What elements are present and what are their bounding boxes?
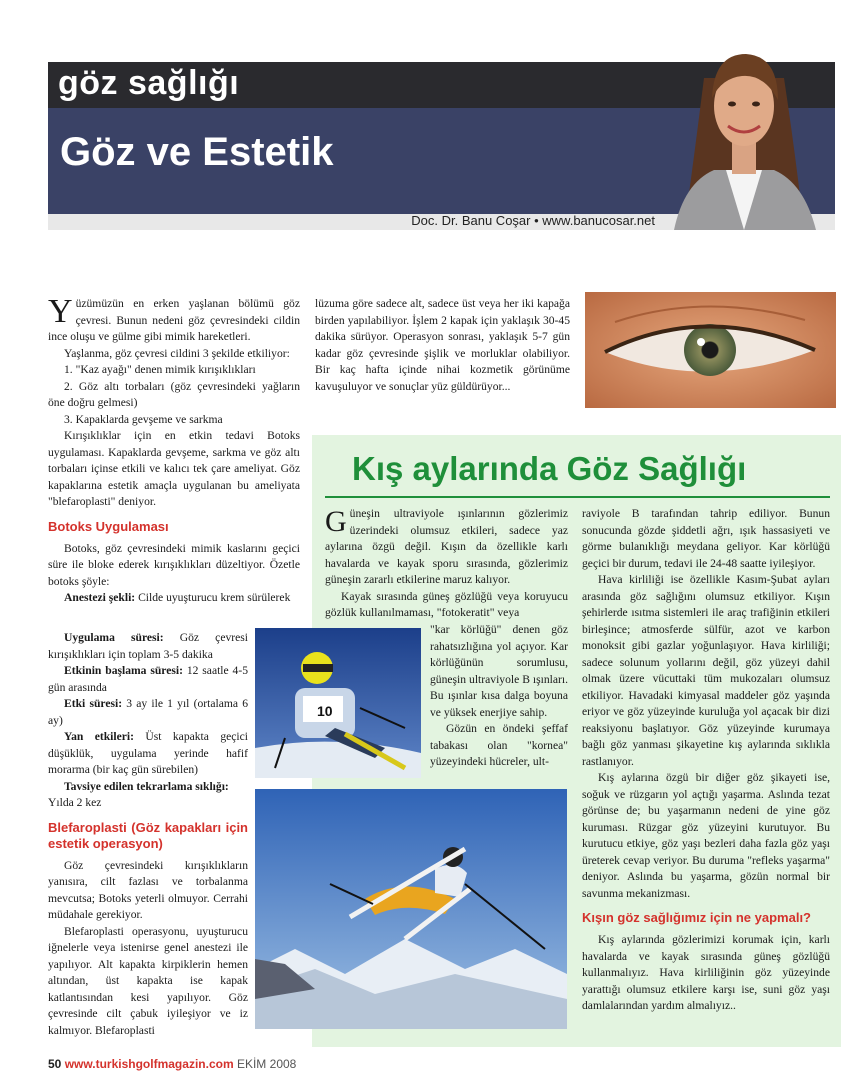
paragraph: üneşin ultraviyole ışınlarının gözlerimiz üzerindeki olumsuz etkileri, sadece yaz aylarına özgü değil. Kışın da özellikle karlı havalarda ve kayak sporu sırasında, gözlerimiz güneşin zararlı etkilerine maruz kalıyor.: [325, 507, 568, 586]
intro-paragraph: üzümüzün en erken yaşlanan bölümü göz çevresi. Bunun nedeni göz çevresindeki cildin ince oluşu ve gülme gibi mimik hareketleri.: [48, 297, 300, 343]
box-column-b: [582, 506, 830, 1015]
paragraph: Yaşlanma, göz çevresi cildini 3 şekilde etkiliyor:: [64, 346, 290, 360]
divider: [325, 496, 830, 498]
page-footer: [48, 1057, 296, 1071]
page-number: 50: [48, 1057, 62, 1071]
column-2-top: [315, 296, 570, 395]
paragraph: Botoks, göz çevresindeki mimik kaslarını geçici süre ile bloke ederek kırışıklıkları düzeltiyor. Özetle botoks şöyle:: [48, 541, 300, 588]
paragraph: Kırışıklıklar için en etkin tedavi Botoks uygulaması. Kapaklarda gevşeme, sarkma ve göz altı torbaları içinse etkili ve kalıcı tek çare ameliyat. Göz kapaklarına estetik amaçla uygulanan bu ameliyata "blefaroplasti" deniyor.: [48, 429, 300, 508]
blefaroplasti-heading: Blefaroplasti (Göz kapakları için estetik operasyon): [48, 819, 248, 851]
term-label: Uygulama süresi:: [64, 631, 164, 644]
term-text: Göz çevresi kırışıklıkları için toplam 3-5 dakika: [48, 631, 248, 661]
list-item: 2. Göz altı torbaları (göz çevresindeki yağların öne doğru gelmesi): [48, 379, 300, 409]
list-item: 1. "Kaz ayağı" denen mimik kırışıklıkları: [64, 363, 256, 376]
box-column-a: [325, 506, 568, 622]
bib-number: 10: [317, 703, 333, 719]
term-text: Üst kapakta geçici düşüklük, uygulama yerinde hafif morarma (bir kaç gün sürebilen): [48, 730, 248, 776]
list-item: 3. Kapaklarda gevşeme ve sarkma: [64, 412, 223, 426]
box-column-a-narrow: [430, 622, 568, 771]
term-text: 3 ay ile 1 yıl (ortalama 6 ay): [48, 697, 248, 727]
author-credit: Doc. Dr. Banu Coşar • www.banucosar.net: [411, 213, 655, 228]
term-text: Yılda 2 kez: [48, 796, 102, 809]
box-subheading: Kışın göz sağlığımız için ne yapmalı?: [582, 910, 811, 925]
skier-photo-2: [255, 789, 567, 1029]
drop-cap: G: [325, 505, 347, 538]
term-label: Yan etkileri:: [64, 730, 134, 743]
paragraph: Göz çevresindeki kırışıklıkların yanısıra, cilt fazlası ve torbalanma mevcutsa; Botoks yeterli olmuyor. Cerrahi müdahale gerekiyor.: [48, 858, 248, 921]
eye-photo: [585, 292, 836, 408]
skier-photo-1: [255, 628, 421, 778]
paragraph: Kış aylarında gözlerimizi korumak için, karlı havalarda ve kayak sırasında güneş gözlüğü kullanmalıyız. Hava kirliliğinin göz yüzeyinde yarattığı olumsuz etkilere karşı ise, suni göz yaşı damlalarından yardım almalıyız..: [582, 933, 830, 1012]
column-1: [48, 293, 300, 607]
paragraph: Hava kirliliği ise özellikle Kasım-Şubat ayları arasında göz sağlığını olumsuz etkiliyor. Kışın şehirlerde ısıtma sistemleri ile araç trafiğinin etkileri birleşince; atmosferde sülfür, azot ve karbon monoksit gibi gazlar yoğunlaşıyor. Hava kirliliği; sadece solunum yollarını değil, göz yüzeyi dahil olmak üzere vücuttaki tüm mukozaları olumsuz etkiliyor. Havadaki kimyasal maddeler göz yaşında eriyor ve göz yüzeyinde kuruluğa yol açacak bir dizi reaksiyonu başlatıyor. Göz yüzeyinde kurumaya bağlı göz yanması şikayetine kış aylarında sıklıkla rastlanıyor.: [582, 573, 830, 768]
term-label: Anestezi şekli:: [64, 591, 136, 604]
box-title: Kış aylarında Göz Sağlığı: [352, 450, 747, 487]
author-portrait: [664, 18, 824, 230]
paragraph: raviyole B tarafından tahrip ediliyor. Bunun sonucunda gözde şiddetli ağrı, ışık hassasiyeti ve görme bulanıklığı meydana geliyor. Kar körlüğü geçici bir durum, tedavi ile 24-48 saatte iyileşiyor.: [582, 507, 830, 570]
paragraph: Gözün en öndeki şeffaf tabakası olan "kornea" yüzeyindeki hücreler, ult-: [430, 722, 568, 768]
term-label: Etkinin başlama süresi:: [64, 664, 183, 677]
paragraph: Blefaroplasti operasyonu, uyuşturucu iğnelerle veya istenirse genel anestezi ile yapılıyor. Alt kapakta kirpiklerin hemen altından, üst kapakta ise kapak katlantısından kesi yapılıyor. Göz çevresinde cilt çabuk iyileşiyor ve iz kalmıyor. Blefaroplasti: [48, 924, 248, 1037]
paragraph: "kar körlüğü" denen göz rahatsızlığına yol açıyor. Kar körlüğünün sorumlusu, güneşin ultraviyole B ışınları. Bu ışınlar kısa dalga boyuna ve yüksek enerjiye sahip.: [430, 623, 568, 719]
magazine-url[interactable]: www.turkishgolfmagazin.com: [64, 1057, 234, 1071]
page-title: Göz ve Estetik: [60, 130, 334, 174]
drop-cap: Y: [48, 293, 73, 330]
term-label: Etki süresi:: [64, 697, 123, 710]
term-text: Cilde uyuşturucu krem sürülerek: [135, 591, 291, 604]
issue-date: EKİM 2008: [236, 1057, 297, 1071]
paragraph: Kayak sırasında güneş gözlüğü veya koruyucu gözlük kullanılmaması, "fotokeratit" veya: [325, 589, 568, 619]
term-text: 12 saatle 4-5 gün arasında: [48, 664, 248, 694]
botoks-heading: Botoks Uygulaması: [48, 518, 169, 534]
paragraph: Kış aylarına özgü bir diğer göz şikayeti ise, soğuk ve rüzgarın yol açtığı yaşarma. Aslında tezat görünse de; bu yaşarmanın nedeni de yine göz kuruması. Rüzgar göz yüzeyini kurutuyor. Bu kurutucu etkiye, göz yaşı bezleri daha fazla göz yaşı üreterek cevap veriyor. Bu duruma "refleks yaşarma" deniyor. Aslında bu yaşarma, gözün normal bir savunma mekanizması.: [582, 771, 830, 900]
paragraph: lüzuma göre sadece alt, sadece üst veya her iki kapağa birden yapılabiliyor. İşlem 2 kapak için yaklaşık 30-45 dakika sürüyor. Operasyon sonrası, yaklaşık 5-7 gün kadar göz çevresinde şişlik ve morluklar olabiliyor. Bir kaç hafta içinde nihai kozmetik görünüme kavuşuluyor ve sonuçlar yüz güldürüyor...: [315, 297, 570, 393]
section-label: göz sağlığı: [58, 64, 240, 102]
term-label: Tavsiye edilen tekrarlama sıklığı:: [64, 779, 229, 793]
column-1-narrow: [48, 630, 248, 1039]
